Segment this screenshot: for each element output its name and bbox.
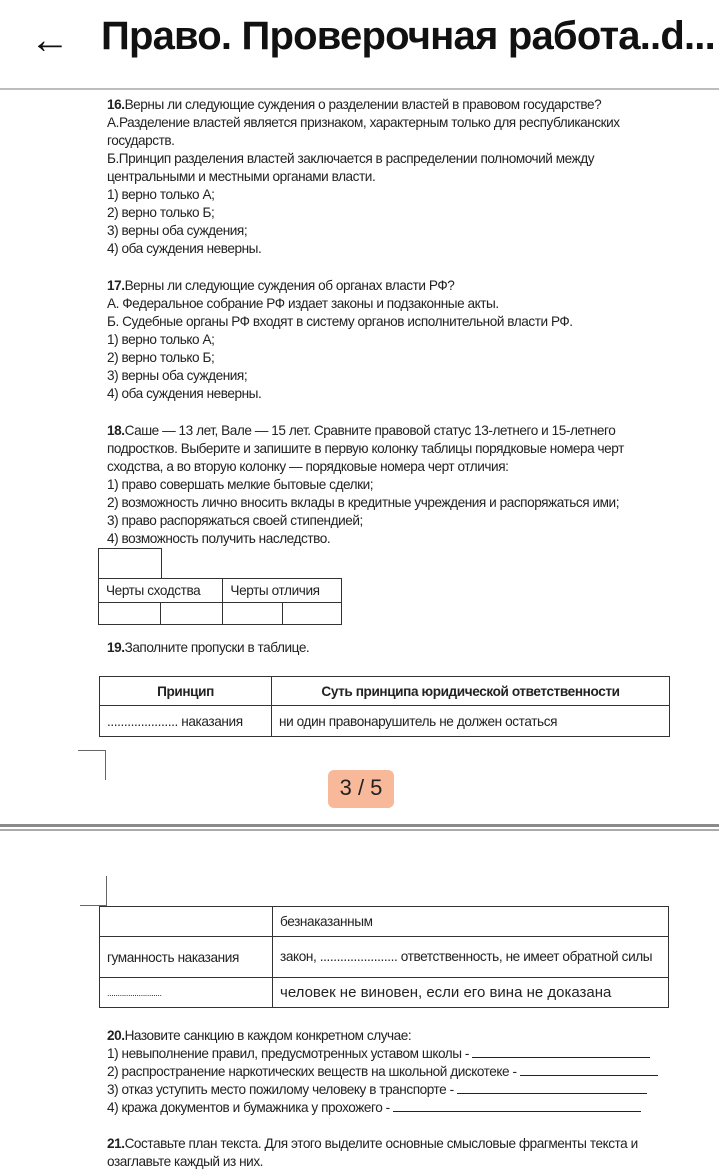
page-indicator: 3 / 5 [328,770,394,808]
q18-option: 3) право распоряжаться своей стипендией; [107,513,363,528]
page-corner-mark [78,750,106,751]
table-cell: ни один правонарушитель не должен остаться [272,706,670,737]
q16-option: 3) верны оба суждения; [107,223,248,238]
q19-table-part2 [99,906,669,1008]
table-header: Суть принципа юридической ответственности [272,677,670,706]
table-cell: гуманность наказания [100,937,273,978]
q20-item: 2) распространение наркотических веществ на школьной дискотеке - [107,1063,658,1081]
q18-option: 4) возможность получить наследство. [107,531,331,546]
q17-line: 17.Верны ли следующие суждения об органах власти РФ? [107,278,455,293]
answer-cell[interactable] [223,603,282,625]
q18-line: 18.Саше — 13 лет, Вале — 15 лет. Сравните правовой статус 13-летнего и 15-летнего [107,423,616,438]
q19-title: 19.Заполните пропуски в таблице. [107,640,310,655]
q18-option: 1) право совершать мелкие бытовые сделки; [107,477,374,492]
q17-option: 1) верно только А; [107,332,215,347]
answer-cell[interactable] [99,603,161,625]
header-divider [0,88,719,90]
q18-table [98,578,342,625]
table-cell: человек не виновен, если его вина не доказана [273,978,669,1008]
q16-option: 1) верно только А; [107,187,215,202]
q16-line: А.Разделение властей является признаком, характерным только для республиканских [107,115,620,130]
page-corner-mark [106,876,107,906]
q17-option: 3) верны оба суждения; [107,368,248,383]
q21-line: 21.Составьте план текста. Для этого выделите основные смысловые фрагменты текста и [107,1136,638,1151]
q17-line: А. Федеральное собрание РФ издает законы и подзаконные акты. [107,296,499,311]
q20-item: 1) невыполнение правил, предусмотренных уставом школы - [107,1045,650,1063]
q19-table-part1 [99,676,670,737]
document-title: Право. Проверочная работа..d... [101,14,715,58]
q16-line: центральными и местными органами власти. [107,169,376,184]
q21-line: озаглавьте каждый из них. [107,1154,264,1169]
page-separator [0,824,719,827]
q18-option: 2) возможность лично вносить вклады в кредитные учреждения и распоряжаться ими; [107,495,620,510]
arrow-left-icon[interactable]: ← [30,18,70,62]
table-cell [100,907,273,937]
q16-option: 2) верно только Б; [107,205,215,220]
answer-blank[interactable] [520,1063,658,1076]
empty-cell [98,548,162,579]
answer-cell[interactable] [282,603,341,625]
page-corner-mark [105,750,106,780]
answer-cell[interactable] [161,603,223,625]
answer-blank[interactable] [457,1081,647,1094]
table-header: Черты сходства [99,579,223,603]
table-cell: ..................... наказания [100,706,272,737]
q17-option: 4) оба суждения неверны. [107,386,262,401]
app-header [0,0,719,88]
q18-line: подростков. Выберите и запишите в первую колонку таблицы порядковые номера черт [107,441,624,456]
q16-line: 16.Верны ли следующие суждения о разделении властей в правовом государстве? [107,97,602,112]
q17-option: 2) верно только Б; [107,350,215,365]
q20-item: 3) отказ уступить место пожилому человеку в транспорте - [107,1081,647,1099]
q18-line: сходства, а во вторую колонку — порядковые номера черт отличия: [107,459,509,474]
answer-blank[interactable] [393,1099,641,1112]
q16-option: 4) оба суждения неверны. [107,241,262,256]
table-header: Черты отличия [223,579,342,603]
q20-item: 4) кража документов и бумажника у прохожего - [107,1099,641,1117]
q16-line: Б.Принцип разделения властей заключается в распределении полномочий между [107,151,595,166]
q20-title: 20.Назовите санкцию в каждом конкретном случае: [107,1028,412,1043]
table-cell: безнаказанным [273,907,669,937]
q16-line: государств. [107,133,175,148]
table-cell: .......................... [100,978,273,1008]
answer-blank[interactable] [472,1045,650,1058]
page-separator [0,829,719,831]
table-cell: закон, ....................... ответственность, не имеет обратной силы [273,937,669,978]
table-header: Принцип [100,677,272,706]
q17-line: Б. Судебные органы РФ входят в систему органов исполнительной власти РФ. [107,314,573,329]
